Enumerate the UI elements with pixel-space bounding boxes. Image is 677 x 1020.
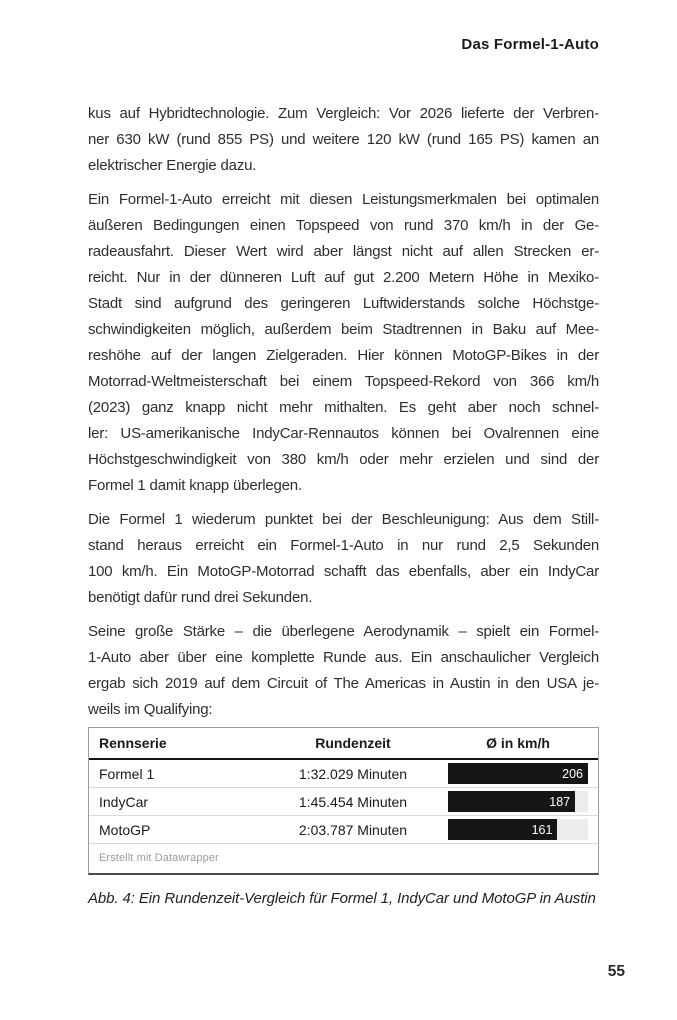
text-line: Seine große Stärke – die überlegene Aerodynamik – spielt ein Formel- [88, 623, 599, 640]
cell-rennserie: Formel 1 [99, 765, 155, 782]
body-text [88, 101, 599, 731]
cell-rennserie: IndyCar [99, 793, 149, 810]
bar-value: 161 [531, 822, 553, 837]
text-line: Formel 1 damit knapp überlegen. [88, 477, 302, 494]
paragraph [88, 187, 599, 499]
cell-rundenzeit: 2:03.787 Minuten [298, 821, 408, 838]
cell-rennserie: MotoGP [99, 821, 151, 838]
text-line: ner 630 kW (rund 855 PS) und weitere 120 kW (rund 165 PS) kamen an [88, 131, 599, 148]
text-line: reshöhe auf der langen Zielgeraden. Hier können MotoGP-Bikes in der [88, 347, 599, 364]
text-line: ler: US-amerikanische IndyCar-Rennautos können bei Ovalrennen eine [88, 425, 599, 442]
paragraph [88, 507, 599, 611]
text-line: äußeren Bedingungen einen Topspeed von rund 370 km/h in der Ge- [88, 217, 599, 234]
text-line: weils im Qualifying: [88, 701, 213, 718]
figure [88, 727, 599, 907]
kmh-bar [448, 763, 588, 784]
kmh-bar [448, 819, 557, 840]
text-line: radeausfahrt. Dieser Wert wird aber längst nicht auf allen Strecken er- [88, 243, 599, 260]
text-line: 1-Auto aber über eine komplette Runde aus. Ein anschaulicher Vergleich [88, 649, 599, 666]
table-row [89, 760, 598, 788]
text-line: 100 km/h. Ein MotoGP-Motorrad schafft das ebenfalls, aber ein IndyCar [88, 563, 599, 580]
col-header-kmh: Ø in km/h [486, 735, 550, 751]
lap-time-table [88, 727, 599, 875]
text-line: (2023) ganz knapp nicht mehr mithalten. Es geht aber noch schnel- [88, 399, 599, 416]
cell-rundenzeit: 1:32.029 Minuten [298, 765, 408, 782]
paragraph [88, 101, 599, 179]
datawrapper-credit: Erstellt mit Datawrapper [99, 852, 219, 864]
col-header-rundenzeit: Rundenzeit [315, 735, 391, 751]
table-rows [89, 760, 598, 844]
running-header: Das Formel-1-Auto [461, 36, 599, 53]
table-row [89, 816, 598, 844]
text-line: benötigt dafür rund drei Sekunden. [88, 589, 313, 606]
table-header-row [89, 728, 598, 760]
table-row [89, 788, 598, 816]
cell-rundenzeit: 1:45.454 Minuten [298, 793, 408, 810]
bar-track [448, 791, 588, 812]
text-line: Ein Formel-1-Auto erreicht mit diesen Leistungsmerkmalen bei optimalen [88, 191, 599, 208]
bar-value: 206 [562, 766, 583, 781]
bar-value: 187 [549, 794, 571, 809]
text-line: elektrischer Energie dazu. [88, 157, 257, 174]
paragraph [88, 619, 599, 723]
page-number: 55 [607, 963, 625, 980]
text-line: schwindigkeiten möglich, außerdem beim Stadtrennen in Baku auf Mee- [88, 321, 599, 338]
text-line: stand heraus erreicht ein Formel-1-Auto in nur rund 2,5 Sekunden [88, 537, 599, 554]
text-line: reicht. Nur in der dünneren Luft auf gut 2.200 Metern Höhe in Mexiko- [88, 269, 599, 286]
text-line: Höchstgeschwindigkeit von 380 km/h oder mehr erzielen und sind der [88, 451, 599, 468]
bar-track [448, 819, 588, 840]
col-header-rennserie: Rennserie [99, 735, 167, 751]
kmh-bar [448, 791, 575, 812]
text-line: Motorrad-Weltmeisterschaft bei einem Topspeed-Rekord von 366 km/h [88, 373, 599, 390]
text-line: kus auf Hybridtechnologie. Zum Vergleich: Vor 2026 lieferte der Verbren- [88, 105, 599, 122]
figure-caption: Abb. 4: Ein Rundenzeit-Vergleich für Formel 1, IndyCar und MotoGP in Austin [88, 890, 596, 907]
text-line: ergab sich 2019 auf dem Circuit of The Americas in Austin in den USA je- [88, 675, 599, 692]
text-line: Stadt sind aufgrund des geringeren Luftwiderstands solche Höchstge- [88, 295, 599, 312]
bar-track [448, 763, 588, 784]
text-line: Die Formel 1 wiederum punktet bei der Beschleunigung: Aus dem Still- [88, 511, 599, 528]
